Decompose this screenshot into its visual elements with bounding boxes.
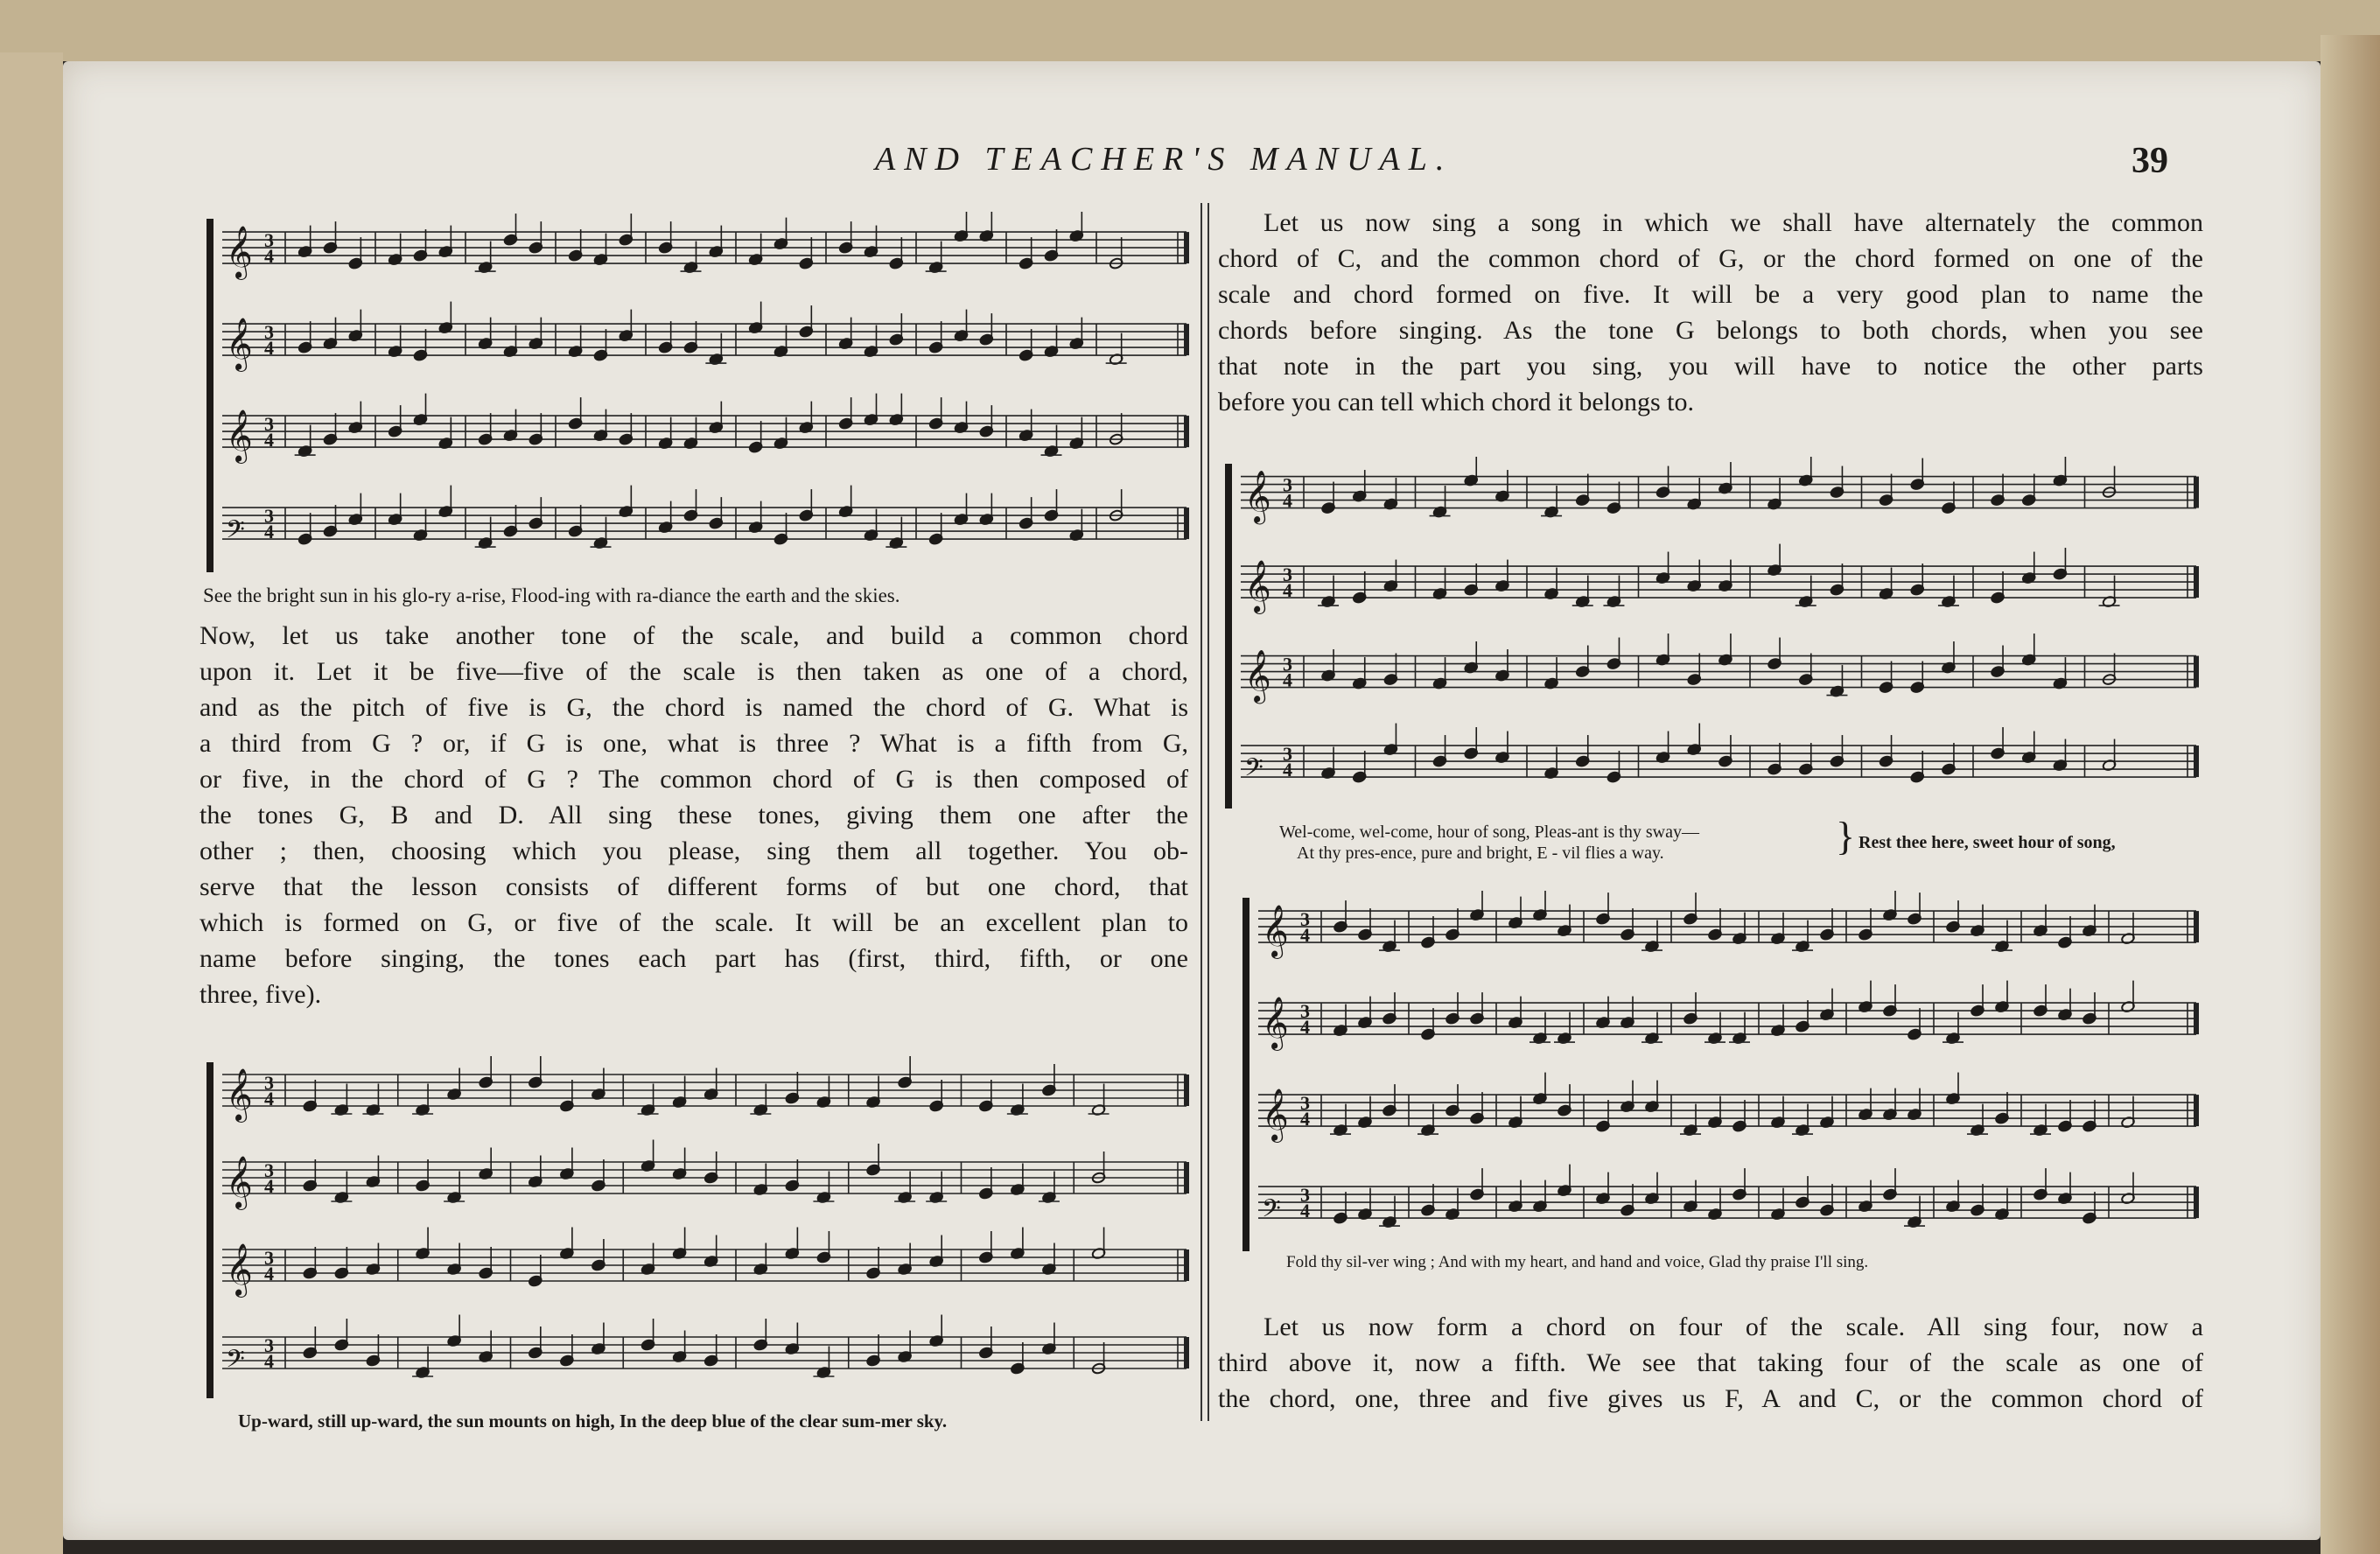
time-signature: 3 (1283, 564, 1292, 586)
score-2-lyrics: Up-ward, still up-ward, the sun mounts on high, In the deep blue of the clear sum-mer sky. (238, 1410, 948, 1432)
clef-icon: 𝄢 (1262, 1194, 1281, 1230)
time-signature: 4 (1300, 1108, 1310, 1130)
time-signature: 3 (1283, 653, 1292, 676)
text-line: a third from G ? or, if G is one, what is three ? What is a fifth from G, (200, 729, 1188, 758)
music-score-4 (1239, 891, 2202, 1258)
text-line: Let us now sing a song in which we shall have alternately the common (1264, 208, 2203, 237)
score-3-lyrics-line-1: Wel-come, wel-come, hour of song, Pleas-ant is thy sway— (1279, 822, 1699, 842)
time-signature: 4 (264, 1175, 274, 1197)
clef-icon: 𝄞 (1244, 649, 1271, 703)
time-signature: 4 (264, 521, 274, 543)
staff (1258, 981, 2196, 1052)
text-line: the chord, one, three and five gives us F, A and C, or the common chord of (1218, 1384, 2203, 1413)
time-signature: 3 (264, 229, 274, 252)
staff (1241, 634, 2196, 704)
staff (222, 1140, 1186, 1211)
time-signature: 3 (264, 413, 274, 436)
time-signature: 3 (1300, 1092, 1310, 1115)
page-stack-edge (2320, 35, 2380, 1554)
staff (222, 1228, 1186, 1298)
text-line: Let us now form a chord on four of the scale. All sing four, now a (1264, 1312, 2203, 1341)
text-line: other ; then, choosing which you please, sing them all together. You ob- (200, 836, 1188, 865)
score-3-lyrics-refrain: Rest thee here, sweet hour of song, (1858, 833, 2116, 852)
time-signature: 3 (1283, 743, 1292, 766)
time-signature: 3 (1300, 908, 1310, 931)
text-line: scale and chord formed on five. It will be a very good plan to name the (1218, 280, 2203, 309)
score-3-lyrics-line-2: At thy pres-ence, pure and bright, E - vil flies a way. (1297, 844, 1664, 863)
time-signature: 3 (264, 1159, 274, 1181)
time-signature: 3 (264, 321, 274, 344)
time-signature: 3 (1300, 1000, 1310, 1023)
clef-icon: 𝄞 (1262, 1088, 1289, 1142)
clef-icon: 𝄞 (226, 1068, 253, 1121)
clef-icon: 𝄞 (1244, 560, 1271, 613)
text-line: chords before singing. As the tone G belongs to both chords, when you see (1218, 316, 2203, 345)
clef-icon: 𝄞 (1244, 470, 1271, 523)
time-signature: 4 (264, 337, 274, 360)
clef-icon: 𝄢 (1244, 753, 1264, 789)
staff (222, 1056, 1186, 1123)
time-signature: 4 (264, 429, 274, 452)
text-line: the tones G, B and D. All sing these tones, giving them one after the (200, 801, 1188, 830)
book-top-edge (0, 0, 2380, 61)
time-signature: 4 (264, 245, 274, 268)
time-signature: 4 (1300, 924, 1310, 947)
clef-icon: 𝄞 (226, 318, 253, 371)
time-signature: 4 (264, 1350, 274, 1372)
left-paragraph-1 (200, 618, 1188, 1012)
music-score-1 (203, 212, 1192, 579)
time-signature: 4 (1283, 668, 1292, 691)
score-1-lyrics: See the bright sun in his glo-ry a-rise, Flood-ing with ra-diance the earth and the skies. (203, 584, 900, 606)
text-line: that note in the part you sing, you will have to notice the other parts (1218, 352, 2203, 381)
text-line: upon it. Let it be five—five of the scale is then taken as one of a chord, (200, 657, 1188, 686)
music-score-2 (203, 1055, 1192, 1405)
staff (222, 486, 1186, 551)
staff (1258, 1165, 2196, 1230)
time-signature: 3 (1283, 473, 1292, 496)
text-line: third above it, now a fifth. We see that taking four of the scale as one of (1218, 1348, 2203, 1377)
time-signature: 3 (264, 1334, 274, 1356)
text-line: chord of C, and the common chord of G, or the chord formed on one of the (1218, 244, 2203, 273)
time-signature: 4 (264, 1088, 274, 1110)
clef-icon: 𝄢 (226, 515, 245, 551)
column-divider (1200, 203, 1209, 1421)
text-line: name before singing, the tones each part has (first, third, fifth, or one (200, 944, 1188, 973)
staff (1258, 1073, 2196, 1144)
staff (1258, 891, 2196, 959)
clef-icon: 𝄞 (226, 1156, 253, 1208)
right-paragraph-2 (1218, 1309, 2203, 1417)
time-signature: 4 (1283, 579, 1292, 602)
score-4-lyrics: Fold thy sil-ver wing ; And with my heart, and hand and voice, Glad thy praise I'll sing. (1286, 1253, 1869, 1271)
staff (222, 394, 1186, 464)
time-signature: 3 (264, 1072, 274, 1094)
time-signature: 3 (264, 1247, 274, 1269)
staff (1241, 724, 2196, 789)
left-page-edge (0, 52, 63, 1554)
time-signature: 4 (1300, 1200, 1310, 1222)
time-signature: 4 (264, 1263, 274, 1284)
music-score-3 (1222, 457, 2202, 816)
clef-icon: 𝄞 (226, 410, 253, 463)
staff (222, 302, 1186, 373)
text-line: and as the pitch of five is G, the chord is named the chord of G. What is (200, 693, 1188, 722)
lyrics-brace: } (1836, 814, 1856, 858)
clef-icon: 𝄞 (226, 226, 253, 279)
text-line: three, five). (200, 980, 322, 1009)
time-signature: 3 (1300, 1184, 1310, 1207)
text-line: or five, in the chord of G ? The common chord of G is then composed of (200, 765, 1188, 794)
page-number: 39 (2132, 141, 2168, 181)
time-signature: 3 (264, 505, 274, 528)
time-signature: 4 (1283, 489, 1292, 512)
staff (1241, 457, 2196, 525)
text-line: which is formed on G, or five of the scale. It will be an excellent plan to (200, 908, 1188, 937)
running-title: AND TEACHER'S MANUAL. (875, 141, 1453, 178)
clef-icon: 𝄞 (1262, 905, 1289, 958)
text-line: Now, let us take another tone of the scale, and build a common chord (200, 621, 1188, 650)
clef-icon: 𝄞 (1262, 997, 1289, 1050)
text-line: before you can tell which chord it belongs to. (1218, 388, 1695, 416)
clef-icon: 𝄞 (226, 1243, 253, 1296)
staff (1241, 544, 2196, 615)
staff (222, 1315, 1186, 1381)
clef-icon: 𝄢 (226, 1345, 245, 1380)
text-line: serve that the lesson consists of different forms of but one chord, that (200, 872, 1188, 901)
staff (222, 212, 1186, 280)
time-signature: 4 (1300, 1016, 1310, 1039)
time-signature: 4 (1283, 759, 1292, 781)
right-paragraph-1 (1218, 205, 2203, 420)
